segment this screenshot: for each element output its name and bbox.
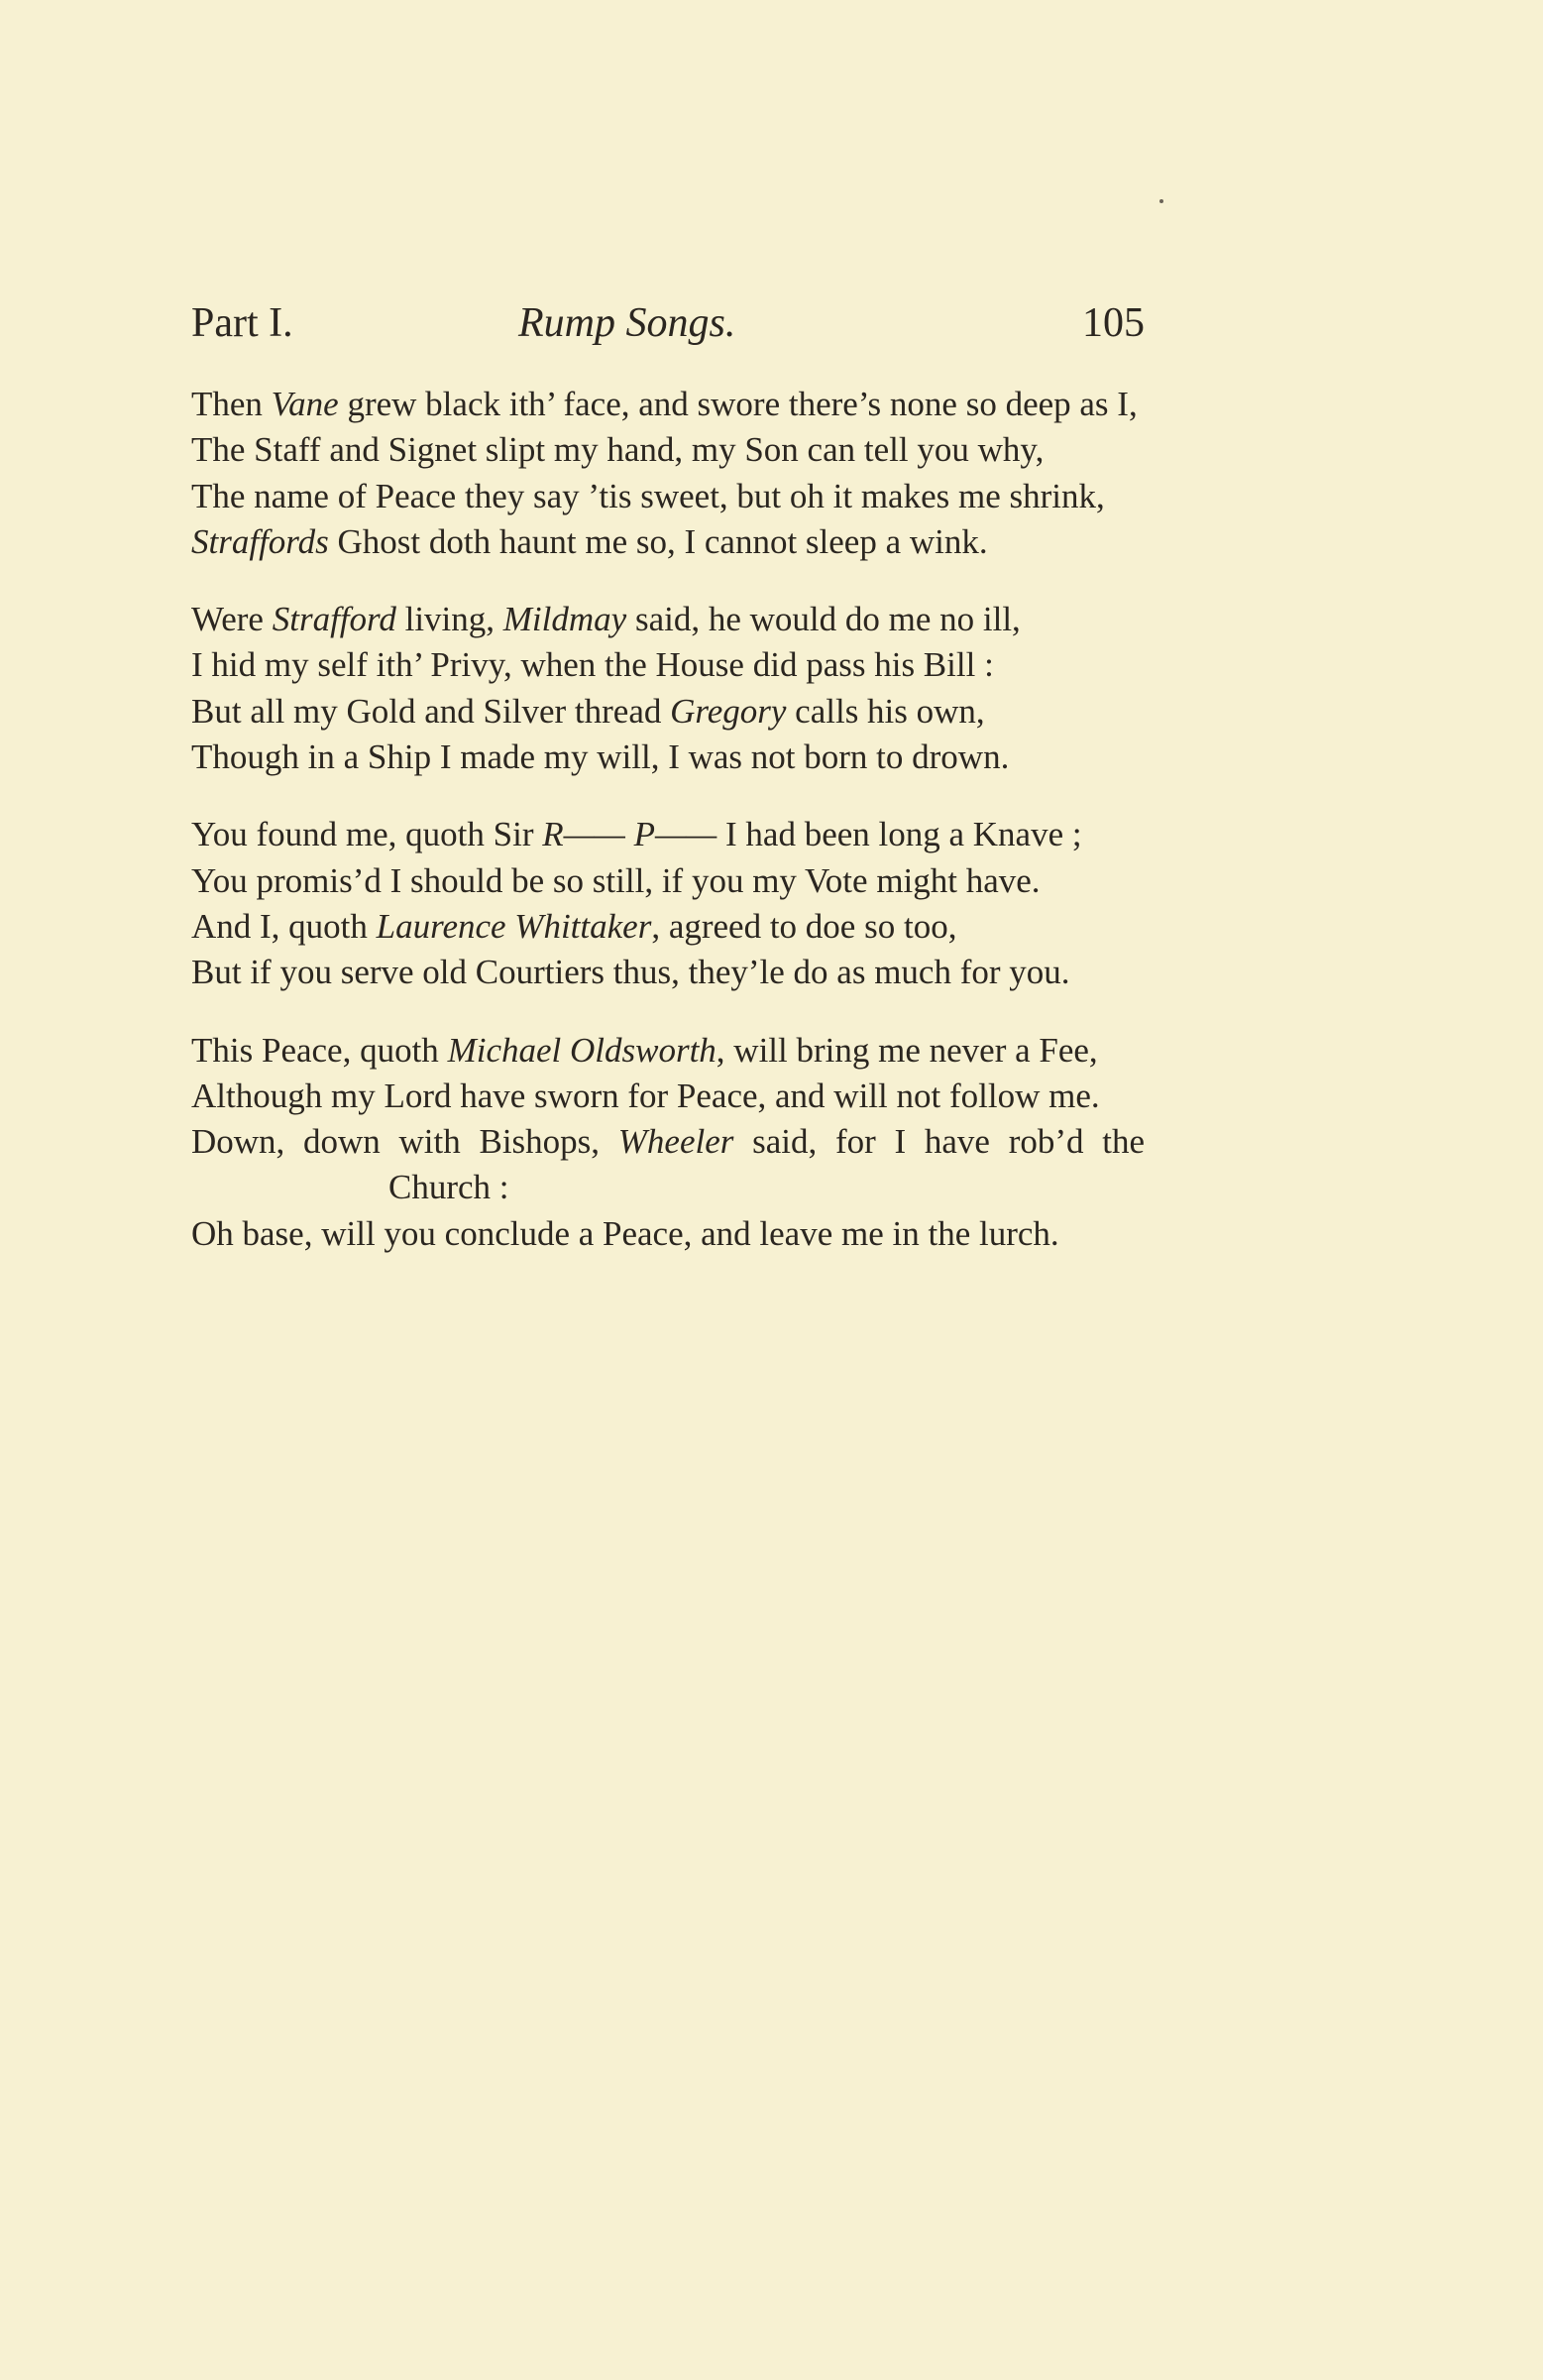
- line-text: This Peace, quoth: [191, 1030, 448, 1070]
- page-number: 105: [1082, 300, 1145, 346]
- verse-line: [191, 1028, 1145, 1074]
- stanza: [191, 597, 1145, 780]
- line-text: [625, 815, 634, 853]
- italic-name: Vane: [271, 385, 339, 423]
- italic-name: Wheeler: [617, 1122, 734, 1162]
- verse-line: [191, 427, 1145, 473]
- line-text: living,: [395, 600, 503, 639]
- verse-line: [191, 812, 1145, 857]
- line-text: You promis’d I should be so still, if you my Vote might have.: [191, 860, 1041, 900]
- poem-text: [191, 382, 1145, 1289]
- verse-line: [191, 597, 1145, 642]
- line-text: Though in a Ship I made my will, I was not born to drown.: [191, 737, 1010, 777]
- stanza: [191, 812, 1145, 995]
- italic-name: Mildmay: [502, 600, 627, 639]
- line-text: Although my Lord have sworn for Peace, and will not follow me.: [191, 1076, 1100, 1115]
- running-title: Rump Songs.: [518, 300, 736, 346]
- part-label: Part I.: [191, 300, 293, 346]
- italic-name: P——: [633, 815, 717, 854]
- line-text: said, for I have rob’d the Church :: [388, 1122, 1145, 1207]
- line-text: calls his own,: [786, 691, 985, 731]
- italic-name: R——: [542, 815, 625, 854]
- verse-line: [191, 1211, 1145, 1257]
- page-speck: [1159, 199, 1163, 203]
- line-text: But if you serve old Courtiers thus, they’le do as much for you.: [191, 953, 1070, 992]
- verse-line: [191, 858, 1145, 904]
- line-text: But all my Gold and Silver thread: [191, 691, 671, 731]
- stanza: [191, 382, 1145, 565]
- italic-name: Straffords: [191, 521, 329, 561]
- line-text: Oh base, will you conclude a Peace, and leave me in the lurch.: [191, 1213, 1059, 1253]
- verse-line: [191, 950, 1145, 995]
- verse-line: [191, 474, 1145, 519]
- verse-line: [191, 642, 1145, 688]
- verse-line: [191, 519, 1145, 565]
- line-text: You found me, quoth Sir: [191, 815, 543, 854]
- line-text: grew black ith’ face, and swore there’s none so deep as I,: [338, 385, 1138, 423]
- line-text: Down, down with Bishops,: [191, 1122, 618, 1162]
- italic-name: Michael Oldsworth: [447, 1030, 716, 1070]
- line-text: The name of Peace they say ’tis sweet, but oh it makes me shrink,: [191, 476, 1105, 515]
- verse-line: [191, 735, 1145, 780]
- verse-line: [191, 382, 1145, 427]
- line-text: Were: [191, 600, 273, 639]
- line-text: I had been long a Knave ;: [716, 815, 1082, 854]
- line-text: I hid my self ith’ Privy, when the House did pass his Bill :: [191, 645, 994, 685]
- line-text: Ghost doth haunt me so, I cannot sleep a wink.: [328, 521, 988, 561]
- italic-name: Gregory: [670, 691, 787, 731]
- line-text: said, he would do me no ill,: [626, 600, 1021, 639]
- italic-name: Strafford: [272, 600, 396, 639]
- verse-line: [191, 1119, 1145, 1211]
- line-text: The Staff and Signet slipt my hand, my Son can tell you why,: [191, 430, 1045, 470]
- verse-line: [191, 689, 1145, 735]
- stanza: [191, 1028, 1145, 1257]
- running-header: [191, 293, 1145, 353]
- verse-line: [191, 904, 1145, 950]
- line-text: And I, quoth: [191, 906, 377, 946]
- line-text: , agreed to doe so too,: [651, 906, 957, 946]
- line-text: Then: [191, 385, 272, 423]
- verse-line: [191, 1074, 1145, 1119]
- italic-name: Laurence Whittaker: [376, 906, 652, 946]
- line-text: , will bring me never a Fee,: [716, 1030, 1098, 1070]
